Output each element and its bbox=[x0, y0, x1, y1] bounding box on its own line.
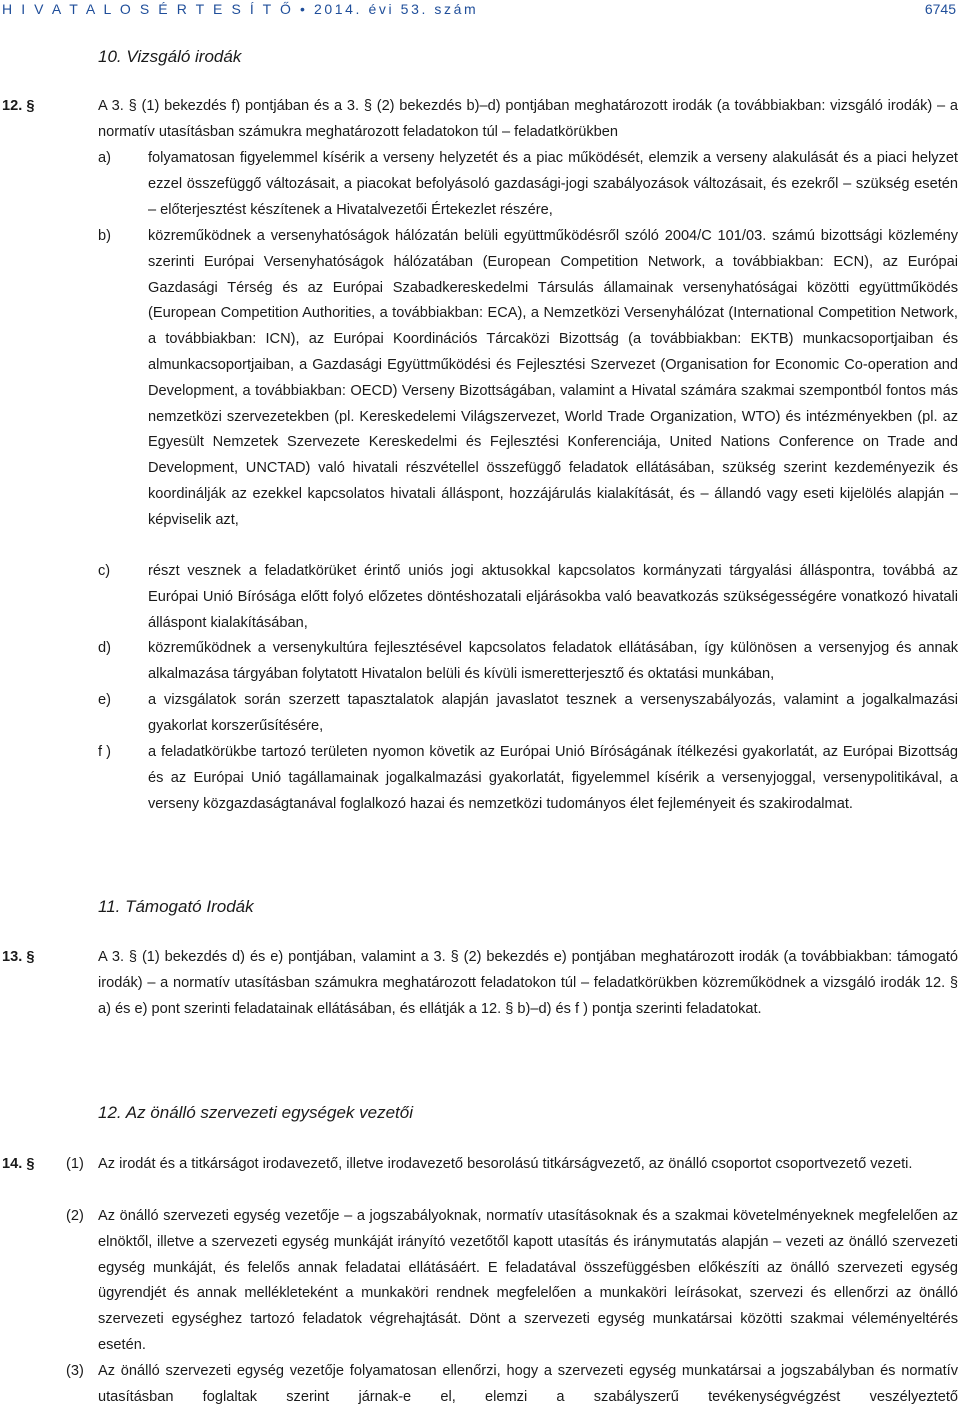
paragraph-number: 13. § bbox=[2, 949, 35, 965]
item-label: f ) bbox=[98, 744, 111, 760]
item-label: b) bbox=[98, 228, 111, 244]
journal-header-title: H I V A T A L O S É R T E S Í T Ő • 2014. évi 53. szám bbox=[2, 1, 479, 17]
paragraph-number: 12. § bbox=[2, 98, 35, 114]
item-label: (3) bbox=[66, 1363, 84, 1379]
section-12-title: 12. Az önálló szervezeti egységek vezetői bbox=[98, 1103, 413, 1122]
item-text: Az önálló szervezeti egység vezetője – a jogszabályoknak, normatív utasításoknak és a szakmai követelményeknek megfelelően az elnöktől, illetve a szervezeti egység munkáját irányító vezetőtől kapott utasítás és iránymutatás alapján – vezeti az önálló szervezeti egység munkáját, és felelős annak feladatai ellátásáért. E feladatával összefüggésben előkészíti az önálló szervezeti egység ügyrendjét és annak mellékleteként a munkaköri rendnek megfelelően a munkaköri leírásokat, szervezi és ellenőrzi az önálló szervezeti egységhez tartozó feladatok végrehajtását. Dönt a szervezeti egység munkatársai közötti szakmai véleményeltérés esetén. bbox=[98, 1208, 958, 1353]
item-text: Az önálló szervezeti egység vezetője folyamatosan ellenőrzi, hogy a szervezeti egység munkatársai a jogszabályban és normatív utasításban foglaltak szerint járnak-e el, elemzi a szabályszerű tevékenységvégzést veszélyeztető bbox=[98, 1363, 958, 1405]
item-text: közreműködnek a versenykultúra fejlesztésével kapcsolatos feladatok ellátásában, így különösen a versenyjog és annak alkalmazása tárgyában folytatott Hivatalon belüli és kívüli ismeretterjesztő és oktatási munkában, bbox=[148, 640, 958, 682]
item-label: (2) bbox=[66, 1208, 84, 1224]
page-number: 6745 bbox=[924, 1, 956, 17]
item-text: a vizsgálatok során szerzett tapasztalatok alapján javaslatot tesznek a versenyszabályozás, valamint a jogalkalmazási gyakorlat korszerűsítésére, bbox=[148, 692, 958, 734]
item-label: c) bbox=[98, 563, 111, 579]
item-text: közreműködnek a versenyhatóságok hálózatán belüli együttműködésről szóló 2004/C 101/03. számú bizottsági közlemény szerinti Európai Versenyhatóságok hálózatában (European Competition Network, a továbbiakban: ECN), az Európai Gazdasági Térség és az Európai Szabadkereskedelmi Társulás államainak versenyhatóságai közötti együttműködés (European Competition Authorities, a továbbiakban: ECA), a Nemzetközi Versenyhálózat (International Competition Network, a továbbiakban: ICN), az Európai Koordinációs Tárcaközi Bizottság (a továbbiakban: EKTB) munkacsoportjaiban és almunkacsoportjaiban, a Gazdasági Együttműködési és Fejlesztési Szervezet (Organisation for Economic Co-operation and Development, a továbbiakban: OECD) Verseny Bizottságában, valamint a Hivatal számára szakmai szempontból fontos más nemzetközi szervezetekben (pl. Kereskedelemi Világszervezet, World Trade Organization, WTO) és intézményekben (pl. az Egyesült Nemzetek Szervezete Kereskedelmi és Fejlesztési Konferenciája, United Nations Conference on Trade and Development, UNCTAD) való hivatali részvétellel összefüggő feladatok ellátásában, szükség szerint kezdeményezik és koordinálják az ezekkel kapcsolatos hivatali álláspont, hozzájárulás kialakítását, és – állandó vagy eseti kijelölés alapján – képviselik azt, bbox=[148, 228, 958, 528]
item-label: d) bbox=[98, 640, 111, 656]
paragraph-number: 14. § bbox=[2, 1156, 35, 1172]
paragraph-13-text: A 3. § (1) bekezdés d) és e) pontjában, valamint a 3. § (2) bekezdés e) pontjában meghatározott irodák (a továbbiakban: támogató irodák) – a normatív utasításban számukra meghatározott feladatokon túl – feladatkörükben közreműködnek a vizsgáló irodák 12. § a) és e) pont szerinti feladatainak ellátásában, és ellátják a 12. § b)–d) és f ) pontja szerinti feladatokat. bbox=[98, 949, 958, 1017]
item-text: Az irodát és a titkárságot irodavezető, illetve irodavezető besorolású titkárságvezető, az önálló csoportot csoportvezető vezeti. bbox=[98, 1156, 913, 1172]
item-text: részt vesznek a feladatkörüket érintő uniós jogi aktusokkal kapcsolatos kormányzati tárgyalási álláspontra, továbbá az Európai Unió Bírósága előtt folyó előzetes döntéshozatali eljárásokba való beavatkozás szükségességére vonatkozó hivatali álláspont kialakításában, bbox=[148, 563, 958, 631]
item-label: e) bbox=[98, 692, 111, 708]
paragraph-12-intro: A 3. § (1) bekezdés f) pontjában és a 3. § (2) bekezdés b)–d) pontjában meghatározott irodák (a továbbiakban: vizsgáló irodák) – a normatív utasításban számukra meghatározott feladatokon túl – feladatkörükben bbox=[98, 98, 958, 140]
section-11-title: 11. Támogató Irodák bbox=[98, 897, 254, 916]
item-text: a feladatkörükbe tartozó területen nyomon követik az Európai Unió Bíróságának ítélkezési gyakorlatát, az Európai Bizottság és az Európai Unió tagállamainak jogalkalmazási gyakorlatát, figyelemmel kísérik a versenyjoggal, versenypolitikával, a verseny közgazdaságtanával foglalkozó hazai és nemzetközi tudományos élet fejleményeit és szakirodalmat. bbox=[148, 744, 958, 812]
section-10-title: 10. Vizsgáló irodák bbox=[98, 47, 242, 66]
item-text: folyamatosan figyelemmel kísérik a verseny helyzetét és a piac működését, elemzik a verseny alakulását és a piaci helyzet ezzel összefüggő változásait, a piacokat befolyásoló gazdasági-jogi szabályozások változásait, és ezekről – szükség esetén – előterjesztést készítenek a Hivatalvezetői Értekezlet részére, bbox=[148, 150, 958, 218]
item-label: (1) bbox=[66, 1156, 84, 1172]
item-label: a) bbox=[98, 150, 111, 166]
